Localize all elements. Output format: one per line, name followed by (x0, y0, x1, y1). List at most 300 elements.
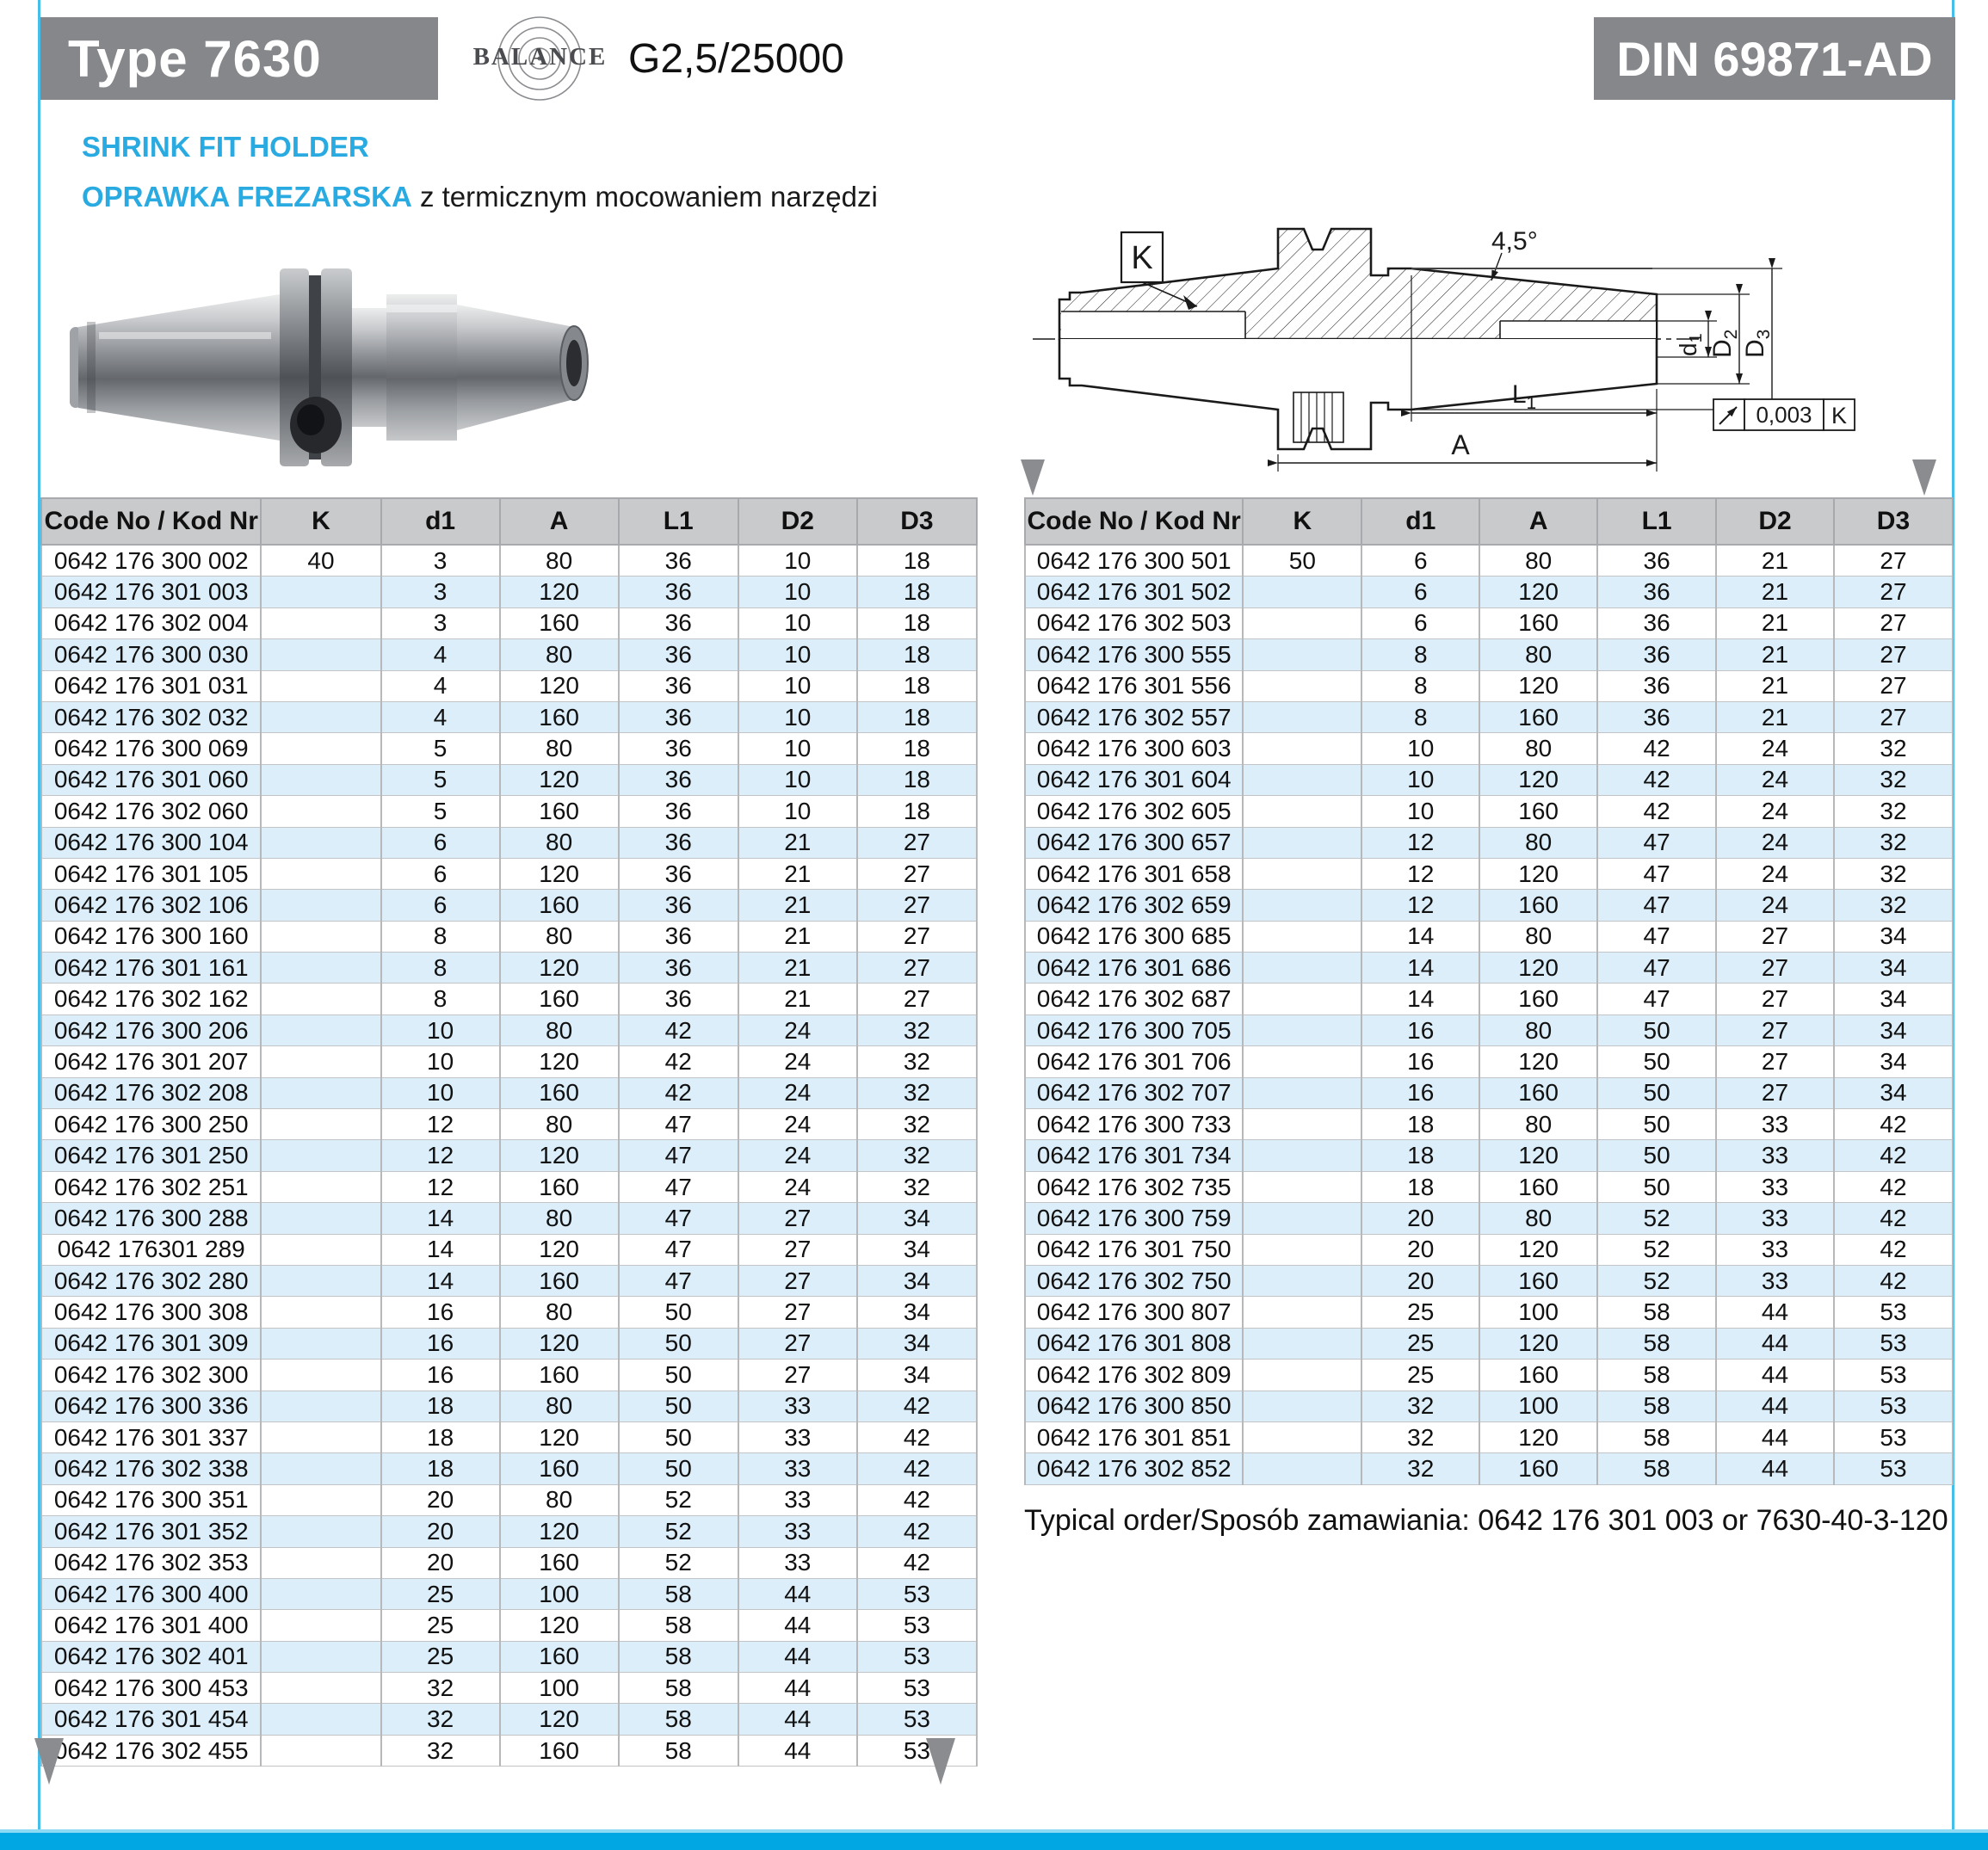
table-cell: 36 (619, 670, 738, 701)
table-cell (261, 1547, 380, 1578)
table-cell: 27 (857, 890, 977, 921)
table-cell: 160 (1479, 607, 1597, 638)
table-cell: 80 (500, 1484, 619, 1515)
table-cell: 120 (1479, 1421, 1597, 1452)
table-cell: 160 (500, 1641, 619, 1672)
table-cell: 14 (381, 1203, 500, 1234)
table-cell: 47 (619, 1140, 738, 1171)
table-row (1025, 577, 1953, 607)
table-cell: 0642 176 302 162 (41, 984, 261, 1014)
table-cell: 0642 176 301 851 (1025, 1421, 1243, 1452)
table-cell: 58 (619, 1704, 738, 1735)
column-header: Code No / Kod Nr (1025, 498, 1243, 545)
table-cell: 0642 176 302 353 (41, 1547, 261, 1578)
table-cell: 10 (381, 1014, 500, 1045)
table-cell: 160 (1479, 1077, 1597, 1108)
table-cell (261, 1516, 380, 1547)
table-cell: 0642 176 302 557 (1025, 701, 1243, 732)
table-header-row (41, 498, 977, 545)
table-cell: 53 (1834, 1391, 1953, 1421)
table-cell: 36 (619, 764, 738, 795)
table-cell: 20 (381, 1484, 500, 1515)
table-cell: 6 (1361, 545, 1479, 577)
table-cell: 0642 176 301 502 (1025, 577, 1243, 607)
table-cell: 53 (857, 1704, 977, 1735)
table-cell: 160 (1479, 1453, 1597, 1484)
table-cell: 120 (500, 670, 619, 701)
table-cell: 18 (857, 577, 977, 607)
table-cell: 6 (1361, 607, 1479, 638)
table-cell: 32 (857, 1077, 977, 1108)
table-cell: 80 (500, 1391, 619, 1421)
table-cell: 10 (738, 545, 857, 577)
table-cell: 58 (1597, 1421, 1716, 1452)
table-row (41, 1484, 977, 1515)
table-cell: 4 (381, 639, 500, 670)
table-cell: 32 (381, 1673, 500, 1704)
table-row (41, 1610, 977, 1641)
table-row (41, 607, 977, 638)
table-cell: 18 (857, 733, 977, 764)
table-cell: 24 (738, 1077, 857, 1108)
column-header: d1 (1361, 498, 1479, 545)
table-cell: 18 (381, 1453, 500, 1484)
table-cell: 0642 176 300 705 (1025, 1014, 1243, 1045)
table-cell: 42 (857, 1484, 977, 1515)
table-cell: 36 (619, 701, 738, 732)
subtitle-polish-highlight: OPRAWKA FREZARSKA (82, 181, 412, 213)
table-cell: 24 (1716, 890, 1834, 921)
table-cell: 4 (381, 701, 500, 732)
table-row (1025, 1109, 1953, 1140)
table-row (1025, 1265, 1953, 1296)
table-cell: 44 (1716, 1360, 1834, 1391)
table-cell: 6 (1361, 577, 1479, 607)
table-row (41, 1046, 977, 1077)
table-cell: 80 (500, 1109, 619, 1140)
table-cell (1243, 1265, 1361, 1296)
table-cell: 20 (1361, 1265, 1479, 1296)
section-marker-triangle (1021, 459, 1045, 496)
table-cell: 160 (500, 796, 619, 827)
table-cell: 0642 176 300 453 (41, 1673, 261, 1704)
specs-table-k40 (40, 497, 978, 1767)
table-cell: 0642 176 300 308 (41, 1297, 261, 1328)
table-cell (1243, 1297, 1361, 1328)
table-cell: 32 (1834, 733, 1953, 764)
table-cell: 0642 176 301 734 (1025, 1140, 1243, 1171)
table-cell: 0642 176 302 455 (41, 1735, 261, 1766)
table-cell: 27 (738, 1297, 857, 1328)
table-cell: 80 (500, 1203, 619, 1234)
table-cell: 50 (1597, 1171, 1716, 1202)
din-standard-label: DIN 69871-AD (1616, 31, 1933, 86)
table-cell: 8 (381, 953, 500, 984)
table-cell (1243, 1046, 1361, 1077)
table-cell: 0642 176 302 503 (1025, 607, 1243, 638)
table-row (41, 1735, 977, 1766)
table-cell: 42 (1597, 733, 1716, 764)
table-cell: 53 (1834, 1360, 1953, 1391)
table-cell: 44 (738, 1704, 857, 1735)
table-cell: 52 (1597, 1234, 1716, 1265)
table-cell: 53 (857, 1610, 977, 1641)
table-row (41, 1328, 977, 1359)
table-row (41, 1641, 977, 1672)
table-cell (1243, 953, 1361, 984)
table-cell: 0642 176 302 004 (41, 607, 261, 638)
table-cell: 120 (500, 1421, 619, 1452)
table-row (41, 1140, 977, 1171)
table-cell (261, 1673, 380, 1704)
table-cell: 36 (619, 607, 738, 638)
table-cell: 34 (1834, 1077, 1953, 1108)
table-cell: 160 (1479, 1360, 1597, 1391)
table-cell: 18 (1361, 1109, 1479, 1140)
page-bottom-accent-bar (0, 1829, 1988, 1850)
table-cell (1243, 1453, 1361, 1484)
table-cell: 0642 176 301 454 (41, 1704, 261, 1735)
table-row (1025, 1234, 1953, 1265)
table-cell (261, 796, 380, 827)
table-cell: 8 (1361, 670, 1479, 701)
table-row (41, 1673, 977, 1704)
din-standard-box (1594, 17, 1955, 100)
runout-value: 0,003 (1756, 402, 1812, 428)
table-cell (1243, 1328, 1361, 1359)
table-cell: 100 (500, 1578, 619, 1609)
table-cell: 34 (1834, 921, 1953, 952)
table-row (1025, 545, 1953, 577)
table-cell: 120 (500, 1234, 619, 1265)
table-cell: 50 (619, 1391, 738, 1421)
table-row (41, 1516, 977, 1547)
table-cell: 0642 176 300 002 (41, 545, 261, 577)
table-cell: 27 (857, 921, 977, 952)
table-cell: 0642 176 302 659 (1025, 890, 1243, 921)
table-cell: 12 (381, 1171, 500, 1202)
table-cell: 21 (1716, 670, 1834, 701)
table-cell: 18 (857, 639, 977, 670)
table-cell: 32 (857, 1109, 977, 1140)
table-cell: 21 (738, 890, 857, 921)
column-header: D2 (738, 498, 857, 545)
column-header: D2 (1716, 498, 1834, 545)
table-cell: 42 (1834, 1140, 1953, 1171)
table-cell: 36 (619, 733, 738, 764)
table-cell (261, 733, 380, 764)
table-cell (1243, 890, 1361, 921)
table-cell: 16 (1361, 1046, 1479, 1077)
table-cell: 0642 176 302 687 (1025, 984, 1243, 1014)
table-row (41, 1391, 977, 1421)
specs-table-k50 (1024, 497, 1954, 1485)
table-cell: 27 (857, 984, 977, 1014)
table-cell: 0642 176 300 807 (1025, 1297, 1243, 1328)
table-cell: 50 (1597, 1014, 1716, 1045)
table-cell: 36 (1597, 577, 1716, 607)
table-cell (1243, 764, 1361, 795)
column-header: Code No / Kod Nr (41, 498, 261, 545)
table-cell: 52 (1597, 1203, 1716, 1234)
table-cell (1243, 827, 1361, 858)
table-row (1025, 639, 1953, 670)
table-cell: 24 (1716, 764, 1834, 795)
table-cell: 50 (1597, 1140, 1716, 1171)
table-cell: 0642 176 302 809 (1025, 1360, 1243, 1391)
table-cell: 53 (1834, 1328, 1953, 1359)
section-marker-triangle (1912, 459, 1936, 496)
table-cell: 53 (1834, 1297, 1953, 1328)
table-cell: 12 (381, 1109, 500, 1140)
table-cell (1243, 577, 1361, 607)
table-cell: 34 (857, 1203, 977, 1234)
table-row (41, 1234, 977, 1265)
table-cell: 33 (1716, 1109, 1834, 1140)
table-row (1025, 953, 1953, 984)
table-cell: 27 (738, 1203, 857, 1234)
table-row (41, 577, 977, 607)
table-cell: 80 (1479, 545, 1597, 577)
specs-table-k50-body (1025, 545, 1953, 1484)
table-cell: 14 (381, 1234, 500, 1265)
table-cell: 44 (738, 1578, 857, 1609)
table-cell: 50 (1597, 1046, 1716, 1077)
table-cell: 27 (857, 827, 977, 858)
table-cell: 0642 176 302 707 (1025, 1077, 1243, 1108)
table-cell: 16 (1361, 1077, 1479, 1108)
balance-spec (460, 7, 844, 110)
table-cell: 0642 176 300 759 (1025, 1203, 1243, 1234)
table-row (1025, 1014, 1953, 1045)
table-cell: 18 (857, 764, 977, 795)
table-cell: 32 (1361, 1391, 1479, 1421)
table-cell: 80 (500, 1014, 619, 1045)
table-cell: 3 (381, 607, 500, 638)
table-cell (261, 953, 380, 984)
section-marker-triangle (34, 1738, 64, 1785)
table-cell: 120 (1479, 1234, 1597, 1265)
table-cell: 32 (381, 1704, 500, 1735)
table-cell: 0642 176 300 685 (1025, 921, 1243, 952)
table-cell: 160 (500, 607, 619, 638)
table-cell (261, 890, 380, 921)
table-cell: 0642 176 300 160 (41, 921, 261, 952)
table-cell: 16 (1361, 1014, 1479, 1045)
table-cell: 32 (857, 1171, 977, 1202)
table-cell: 0642 176 301 337 (41, 1421, 261, 1452)
table-cell: 100 (500, 1673, 619, 1704)
table-cell: 0642 176 302 106 (41, 890, 261, 921)
dimension-label-l1: $L_1$ (1511, 380, 1537, 413)
table-cell: 0642 176 301 400 (41, 1610, 261, 1641)
table-row (1025, 1297, 1953, 1328)
table-cell: 27 (1834, 545, 1953, 577)
table-cell: 0642 176 300 400 (41, 1578, 261, 1609)
table-cell: 42 (1834, 1109, 1953, 1140)
table-cell: 34 (857, 1297, 977, 1328)
table-cell: 27 (1834, 701, 1953, 732)
table-cell (261, 1265, 380, 1296)
table-cell: 160 (1479, 984, 1597, 1014)
table-cell: 40 (261, 545, 380, 577)
table-cell: 50 (619, 1421, 738, 1452)
table-cell (1243, 607, 1361, 638)
table-cell: 34 (1834, 1014, 1953, 1045)
table-cell: 80 (500, 921, 619, 952)
table-cell: 58 (1597, 1391, 1716, 1421)
table-cell (261, 1077, 380, 1108)
table-cell (261, 1234, 380, 1265)
dimension-label-d2: $D_2$ (1708, 329, 1741, 358)
table-cell: 0642 176 301 556 (1025, 670, 1243, 701)
table-cell: 8 (1361, 701, 1479, 732)
table-cell: 32 (857, 1046, 977, 1077)
table-cell: 34 (1834, 984, 1953, 1014)
table-cell: 120 (500, 577, 619, 607)
table-row (1025, 984, 1953, 1014)
table-cell: 27 (738, 1360, 857, 1391)
table-cell (261, 1610, 380, 1641)
table-cell (261, 1140, 380, 1171)
table-cell: 42 (1834, 1265, 1953, 1296)
table-row (41, 1171, 977, 1202)
table-cell: 160 (500, 1360, 619, 1391)
table-cell: 0642 176 301 060 (41, 764, 261, 795)
table-cell: 36 (619, 577, 738, 607)
table-cell (261, 1109, 380, 1140)
table-cell: 36 (1597, 701, 1716, 732)
table-cell: 44 (1716, 1453, 1834, 1484)
table-cell: 10 (738, 577, 857, 607)
table-cell: 32 (1834, 796, 1953, 827)
table-cell: 160 (500, 1453, 619, 1484)
table-cell: 0642 176 300 336 (41, 1391, 261, 1421)
table-cell: 36 (1597, 545, 1716, 577)
table-cell: 58 (619, 1735, 738, 1766)
table-row (41, 1077, 977, 1108)
table-cell: 32 (381, 1735, 500, 1766)
table-row (1025, 1140, 1953, 1171)
table-cell: 42 (1834, 1171, 1953, 1202)
table-row (41, 701, 977, 732)
table-cell: 0642 176 301 808 (1025, 1328, 1243, 1359)
table-cell: 33 (738, 1484, 857, 1515)
table-cell: 36 (619, 639, 738, 670)
table-cell: 160 (500, 890, 619, 921)
table-cell: 8 (381, 921, 500, 952)
table-cell: 44 (738, 1641, 857, 1672)
table-row (1025, 796, 1953, 827)
table-cell: 160 (500, 1171, 619, 1202)
table-row (41, 545, 977, 577)
table-cell: 33 (1716, 1234, 1834, 1265)
table-cell: 120 (500, 1328, 619, 1359)
table-cell: 16 (381, 1360, 500, 1391)
table-cell: 58 (1597, 1297, 1716, 1328)
table-cell (261, 1391, 380, 1421)
table-cell: 53 (857, 1735, 977, 1766)
table-cell: 25 (381, 1610, 500, 1641)
product-photo (47, 225, 650, 509)
table-cell: 27 (857, 858, 977, 889)
table-cell (261, 858, 380, 889)
column-header: L1 (619, 498, 738, 545)
table-cell: 12 (381, 1140, 500, 1171)
table-cell: 53 (857, 1673, 977, 1704)
table-cell: 0642 176 301 352 (41, 1516, 261, 1547)
table-cell: 20 (381, 1547, 500, 1578)
table-cell: 24 (738, 1140, 857, 1171)
table-cell: 0642 176 300 069 (41, 733, 261, 764)
table-row (41, 1360, 977, 1391)
table-row (41, 639, 977, 670)
table-cell: 27 (1716, 953, 1834, 984)
table-row (41, 953, 977, 984)
table-cell: 58 (1597, 1328, 1716, 1359)
table-cell: 120 (500, 1046, 619, 1077)
table-row (1025, 921, 1953, 952)
table-cell: 34 (857, 1360, 977, 1391)
table-cell (1243, 670, 1361, 701)
table-row (1025, 827, 1953, 858)
table-cell: 36 (1597, 607, 1716, 638)
table-cell: 14 (381, 1265, 500, 1296)
table-cell (261, 1203, 380, 1234)
table-row (1025, 1453, 1953, 1484)
table-cell (261, 577, 380, 607)
table-cell: 0642 176 302 605 (1025, 796, 1243, 827)
table-cell: 80 (1479, 733, 1597, 764)
table-cell: 24 (738, 1046, 857, 1077)
table-cell: 21 (1716, 545, 1834, 577)
table-cell: 160 (1479, 796, 1597, 827)
table-cell: 12 (1361, 827, 1479, 858)
table-cell: 24 (738, 1014, 857, 1045)
table-cell (1243, 639, 1361, 670)
table-cell: 50 (619, 1360, 738, 1391)
table-cell: 160 (1479, 1265, 1597, 1296)
table-cell (1243, 1171, 1361, 1202)
table-cell: 36 (619, 890, 738, 921)
table-row (1025, 764, 1953, 795)
table-cell: 21 (738, 921, 857, 952)
table-cell: 36 (1597, 670, 1716, 701)
table-cell: 0642 176 301 658 (1025, 858, 1243, 889)
table-cell: 0642 176 300 850 (1025, 1391, 1243, 1421)
table-cell: 120 (500, 953, 619, 984)
table-cell: 6 (381, 827, 500, 858)
column-header: D3 (1834, 498, 1953, 545)
table-cell: 42 (857, 1391, 977, 1421)
table-cell: 120 (1479, 670, 1597, 701)
table-cell: 27 (1716, 1014, 1834, 1045)
dimension-label-d3: $D_3$ (1741, 329, 1774, 358)
table-cell: 3 (381, 577, 500, 607)
table-cell: 33 (738, 1516, 857, 1547)
table-cell: 44 (1716, 1391, 1834, 1421)
table-cell: 36 (619, 953, 738, 984)
column-header: K (261, 498, 380, 545)
table-row (1025, 1421, 1953, 1452)
table-cell (261, 1641, 380, 1672)
table-cell (261, 1046, 380, 1077)
table-cell: 32 (1834, 764, 1953, 795)
table-cell: 20 (1361, 1234, 1479, 1265)
table-cell (261, 1171, 380, 1202)
table-row (41, 1203, 977, 1234)
table-cell: 20 (381, 1516, 500, 1547)
